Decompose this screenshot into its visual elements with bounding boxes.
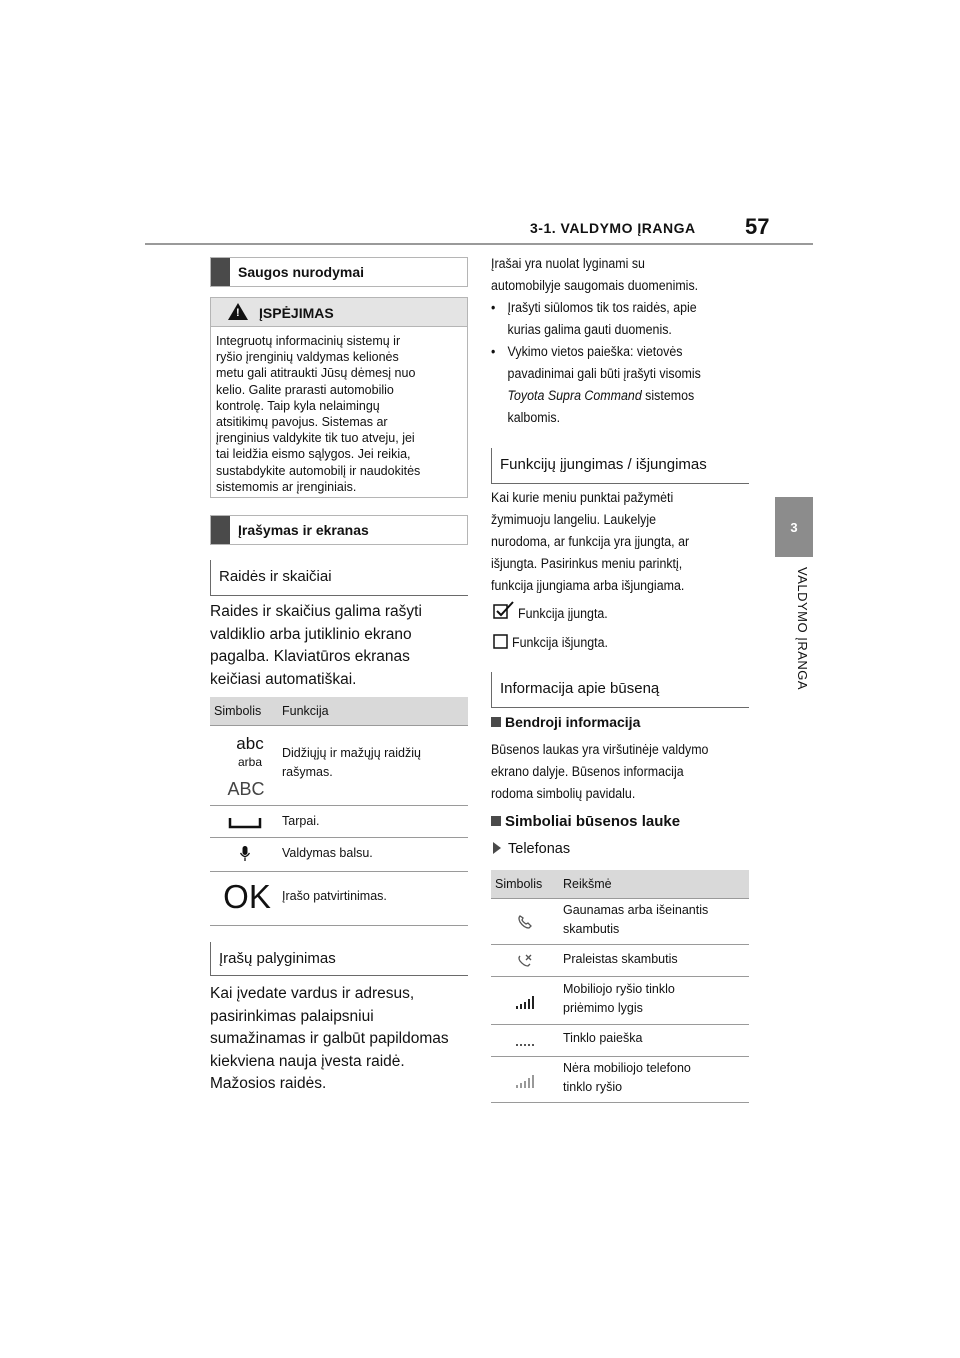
- warning-line: sustabdykite automobilį ir naudokitės: [216, 463, 421, 478]
- row-divider: [491, 1056, 749, 1057]
- bullet-dot-icon: •: [491, 300, 496, 315]
- para-line: Kai kurie meniu punktai pažymėti: [491, 490, 674, 505]
- col-header-meaning: Reikšmė: [563, 877, 612, 891]
- letters-paragraph: [210, 601, 470, 691]
- triangle-bullet-icon: [493, 842, 501, 854]
- status-symbols-table: [491, 870, 749, 1104]
- running-header-title: 3-1. VALDYMO ĮRANGA: [530, 220, 696, 236]
- ok-symbol: OK: [223, 878, 271, 915]
- list-text: sistemos: [641, 388, 695, 403]
- meaning-text: [563, 901, 748, 939]
- para-line: žymimuoju langeliu. Laukelyje: [491, 512, 656, 527]
- header-rule: [145, 243, 813, 245]
- title-text: Bendroji informacija: [505, 714, 641, 730]
- col-header-symbol: Simbolis: [495, 877, 543, 891]
- list-line: pavadinimai gali būti įrašyti visomis: [507, 366, 701, 381]
- phone-title: [493, 841, 570, 857]
- bullet-list: [491, 297, 758, 429]
- warning-header: [210, 297, 468, 327]
- list-line: [508, 385, 758, 407]
- warning-title: ĮSPĖJIMAS: [259, 305, 334, 321]
- row-divider: [210, 805, 468, 806]
- subheading-text: Raidės ir skaičiai: [219, 568, 332, 585]
- para-line: Kai įvedate vardus ir adresus,: [210, 985, 415, 1002]
- para-line: Įrašai yra nuolat lyginami su: [491, 256, 645, 271]
- warning-line: metu gali atitraukti Jūsų dėmesį nuo: [216, 366, 416, 381]
- para-line: pagalba. Klaviatūros ekranas: [210, 648, 410, 665]
- warning-line: tai leidžia eismo sąlygos. Jei reikia,: [216, 447, 411, 462]
- list-line: Įrašyti siūlomos tik tos raidės, apie: [507, 300, 697, 315]
- cell-line: rašymas.: [282, 765, 333, 779]
- signal-strength-icon: [515, 994, 537, 1010]
- warning-exclamation-icon: !: [236, 307, 240, 319]
- page-number: 57: [745, 214, 770, 239]
- meaning-text: [563, 1059, 748, 1097]
- subheading-compare: [210, 942, 468, 976]
- subheading-toggle: [491, 448, 749, 484]
- subheading-text: Įrašų palyginimas: [219, 950, 336, 967]
- warning-line: sistemomis ar įrenginiais.: [216, 479, 357, 494]
- para-line: sumažinamas ir galbūt papildomas: [210, 1030, 449, 1047]
- subheading-text: Informacija apie būseną: [500, 680, 660, 697]
- microphone-icon: [239, 845, 251, 863]
- square-bullet-icon: [491, 717, 501, 727]
- col-header-symbol: Simbolis: [214, 704, 262, 718]
- section-header-safety: [210, 257, 468, 287]
- warning-line: atsitikimų pavojus. Sistemas ar: [216, 415, 388, 430]
- function-text: Įrašo patvirtinimas.: [282, 889, 387, 903]
- para-line: Raides ir skaičius galima rašyti: [210, 603, 422, 620]
- warning-line: ryšio įrenginių valdymas kelionės: [216, 350, 399, 365]
- no-signal-icon: [515, 1073, 537, 1089]
- cell-line: skambutis: [563, 922, 620, 936]
- warning-line: kelio. Galite prarasti automobilio: [216, 382, 394, 397]
- cell-line: Mobiliojo ryšio tinklo: [563, 982, 675, 996]
- cell-line: Nėra mobiliojo telefono: [563, 1061, 691, 1075]
- para-line: keičiasi automatiškai.: [210, 670, 357, 688]
- toggle-paragraph: [491, 487, 758, 597]
- or-label: arba: [237, 755, 263, 769]
- row-divider: [491, 976, 749, 977]
- para-line: pasirinkimas palaipsniui: [210, 1007, 374, 1025]
- function-text: [282, 744, 462, 782]
- symbols-title: [491, 813, 680, 830]
- square-bullet-icon: [491, 816, 501, 826]
- checkbox-checked-icon: [493, 601, 515, 619]
- function-text: Tarpai.: [282, 814, 320, 828]
- col-header-function: Funkcija: [282, 704, 329, 718]
- general-info-title: [491, 714, 640, 730]
- warning-text: [216, 333, 464, 495]
- general-paragraph: [491, 739, 758, 805]
- symbols-table: [210, 697, 468, 927]
- list-item: [491, 297, 758, 341]
- cell-line: Gaunamas arba išeinantis: [563, 903, 709, 917]
- warning-line: įrenginius valdykite tik tuo atveju, jei: [216, 431, 415, 446]
- title-text: Simboliai būsenos lauke: [505, 813, 681, 830]
- row-divider: [491, 1102, 749, 1103]
- para-line: valdiklio arba jutiklinio ekrano: [210, 625, 412, 643]
- row-divider: [491, 1024, 749, 1025]
- space-icon: [228, 816, 262, 830]
- function-on-label: Funkcija įjungta.: [518, 606, 608, 621]
- phone-call-icon: [517, 914, 533, 930]
- checkbox-empty-icon: [493, 634, 509, 650]
- abc-symbol: abc: [236, 734, 264, 753]
- para-line: rodoma simbolių pavidalu.: [491, 786, 636, 801]
- function-off-label: Funkcija išjungta.: [512, 635, 608, 650]
- list-line: kalbomis.: [507, 410, 561, 425]
- para-line: kiekviena nauja įvesta raidė.: [210, 1052, 405, 1070]
- meaning-text: Tinklo paieška: [563, 1031, 643, 1045]
- section-header-entry: [210, 515, 468, 545]
- cell-line: tinklo ryšio: [563, 1080, 623, 1094]
- para-line: nurodoma, ar funkcija yra įjungta, ar: [491, 534, 690, 549]
- cell-line: Didžiųjų ir mažųjų raidžių: [282, 746, 421, 760]
- row-divider: [210, 925, 468, 926]
- meaning-text: [563, 980, 748, 1018]
- list-line: kurias galima gauti duomenis.: [507, 322, 672, 337]
- para-line: automobilyje saugomais duomenimis.: [491, 278, 699, 293]
- section-bar: [211, 516, 230, 544]
- function-text: Valdymas balsu.: [282, 846, 373, 860]
- row-divider: [210, 871, 468, 872]
- chapter-tab: [775, 497, 813, 557]
- intro-paragraph: [491, 253, 758, 297]
- chapter-number: 3: [790, 519, 798, 535]
- para-line: išjungta. Pasirinkus meniu parinktį,: [491, 556, 683, 571]
- section-title: Įrašymas ir ekranas: [238, 522, 369, 538]
- table-header: [210, 697, 468, 726]
- title-text: Telefonas: [508, 841, 571, 857]
- section-title: Saugos nurodymai: [238, 264, 365, 280]
- para-line: ekrano dalyje. Būsenos informacija: [491, 764, 684, 779]
- compare-paragraph: [210, 983, 472, 1096]
- row-divider: [491, 944, 749, 945]
- warning-line: Integruotų informacinių sistemų ir: [216, 334, 401, 348]
- warning-line: kontrolę. Taip kyla nelaimingų: [216, 398, 380, 413]
- para-line: funkcija įjungiama arba išjungiama.: [491, 578, 685, 593]
- para-line: Mažosios raidės.: [210, 1075, 327, 1092]
- row-divider: [210, 837, 468, 838]
- subheading-text: Funkcijų įjungimas / išjungimas: [500, 456, 707, 473]
- para-line: Būsenos laukas yra viršutinėje valdymo: [491, 742, 709, 757]
- network-search-icon: [515, 1042, 537, 1048]
- missed-call-icon: [517, 953, 533, 969]
- section-bar: [211, 258, 230, 286]
- list-item: [491, 341, 758, 429]
- product-name: Toyota Supra Command: [507, 388, 642, 403]
- table-header: [491, 870, 749, 899]
- subheading-status: [491, 672, 749, 708]
- abc-uppercase-symbol: ABC: [227, 779, 265, 799]
- bullet-dot-icon: •: [491, 344, 496, 359]
- chapter-label: VALDYMO ĮRANGA: [795, 567, 810, 691]
- list-line: Vykimo vietos paieška: vietovės: [507, 344, 683, 359]
- meaning-text: Praleistas skambutis: [563, 952, 678, 966]
- cell-line: priėmimo lygis: [563, 1001, 643, 1015]
- subheading-letters: [210, 560, 468, 596]
